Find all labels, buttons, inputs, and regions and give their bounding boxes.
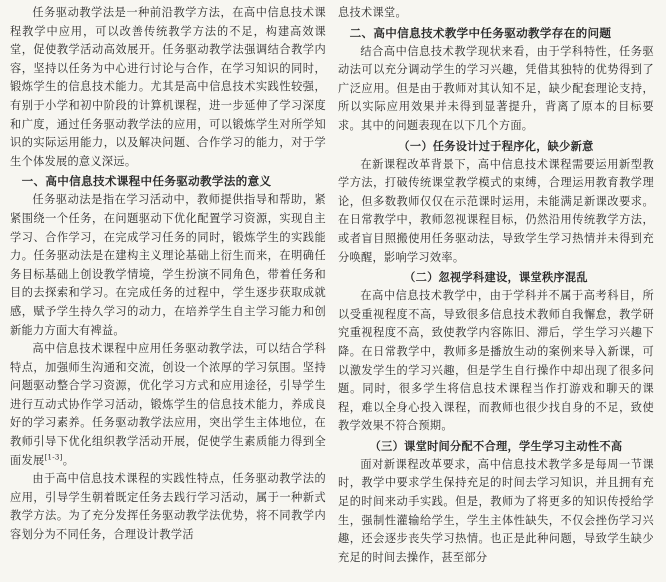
paragraph: 结合高中信息技术教学现状来看，由于学科特性，任务驱动法可以充分调动学生的学习兴趣，凭借其独特的优势得到了广泛应用。但是由于教师对其认知不足，缺少配套理论支持，所以实际应用效果并未得到显著提升，背离了原本的目标要求。其中的问题表现在以下几个方面。 xyxy=(338,44,654,132)
subsection-heading: （二）忽视学科建设，课堂秩序混乱 xyxy=(404,270,588,285)
paragraph: 任务驱动法是指在学习活动中，教师提供指导和帮助，紧紧围绕一个任务，在问题驱动下优化配置学习资源，实现自主学习、合作学习，在完成学习任务的同时，锻炼学生的实践能力。任务驱动法是在建构主义理论基础上衍生而来，在明确任务目标基础上创设教学情境，学生扮演不同角色，带着任务和目的去探索和学习。在完成任务的过程中，学生逐步获取成就感，赋予学生持久学习的动力，在培养学生自主学习能力和创新能力方面大有裨益。 xyxy=(10,193,326,337)
right-column xyxy=(338,4,654,567)
paragraph-continued: 息技术课堂。 xyxy=(338,6,407,19)
paragraph: 在新课程改革背景下，高中信息技术课程需要运用新型教学方法，打破传统课堂教学模式的束缚，合理运用教育教学理论，但多数教师仅仅在示范课时运用，未能满足新课改要求。在日常教学中，教师忽视课程目标，仍然沿用传统教学方法，或者盲目照搬使用任务驱动法，导致学生学习热情并未得到充分唤醒，影响学习效率。 xyxy=(338,157,654,264)
paragraph: 面对新课程改革要求，高中信息技术教学多是每周一节课时，教学中要求学生保持充足的时间去学习知识，并且拥有充足的时间来动手实践。但是，教师为了将更多的知识传授给学生，强制性灌输给学生，学生主体性缺失，不仅会挫伤学习兴趣，还会逐步丧失学习热情。也正是此种问题，导致学生缺少充足的时间去操作，甚至部分 xyxy=(338,457,654,564)
paragraph-end: 。 xyxy=(62,453,75,467)
citation: [1-3] xyxy=(44,452,63,461)
paragraph: 由于高中信息技术课程的实践性特点，任务驱动教学法的应用，引导学生朝着既定任务去践行学习活动，属于一种新式教学方法。为了充分发挥任务驱动教学法优势，将不同教学内容划分为不同任务，合理设计教学活 xyxy=(10,472,326,542)
section-heading: 一、高中信息技术课程中任务驱动教学法的意义 xyxy=(21,174,272,189)
paragraph: 在高中信息技术教学中，由于学科并不属于高考科目，所以受重视程度不高，导致很多信息技术教师自我懈怠，教学研究重视程度不高，致使教学内容陈旧、滞后，学生学习兴趣下降。在日常教学中，教师多是播放生动的案例来导入新课，可以激发学生的学习兴趣，但是学生自行操作中却出现了很多问题。同时，很多学生将信息技术课程当作打游戏和聊天的课程，难以全身心投入课程，而教师也很少找自身的不足，致使教学效果不符合预期。 xyxy=(338,289,654,433)
subsection-heading: （三）课堂时间分配不合理，学生学习主动性不高 xyxy=(369,438,623,453)
section-heading: 二、高中信息技术教学中任务驱动教学存在的问题 xyxy=(349,25,612,40)
paragraph: 任务驱动教学法是一种前沿教学方法，在高中信息技术课程教学中应用，可以改善传统教学方法的不足，构建高效课堂，促使教学活动高效展开。任务驱动教学法强调结合教学内容，坚持以任务为中心进行讨论与合作，在学习知识的同时，锻炼学生的信息技术能力。尤其是高中信息技术实践性较强，有别于小学和初中阶段的计算机课程，进一步延伸了学习深度和广度，通过任务驱动教学法的应用，可以锻炼学生对所学知识的实际运用能力，以及解决问题、合作学习的能力，对于学生个体发展的意义深远。 xyxy=(10,6,326,168)
paragraph-text: 高中信息技术课程中应用任务驱动教学法，可以结合学科特点，加强师生沟通和交流，创设一个浓厚的学习氛围。坚持问题驱动整合学习资源，优化学习方式和应用途径，引导学生进行互动式协作学习活动，锻炼学生的信息技术能力，养成良好的学习素养。任务驱动教学法应用，突出学生主体地位，在教师引导下优化组织教学活动开展，促使学生素质能力得到全面发展 xyxy=(10,342,326,467)
subsection-heading: （一）任务设计过于程序化，缺少新意 xyxy=(398,138,594,153)
paragraph xyxy=(10,340,326,470)
left-column xyxy=(10,4,326,545)
